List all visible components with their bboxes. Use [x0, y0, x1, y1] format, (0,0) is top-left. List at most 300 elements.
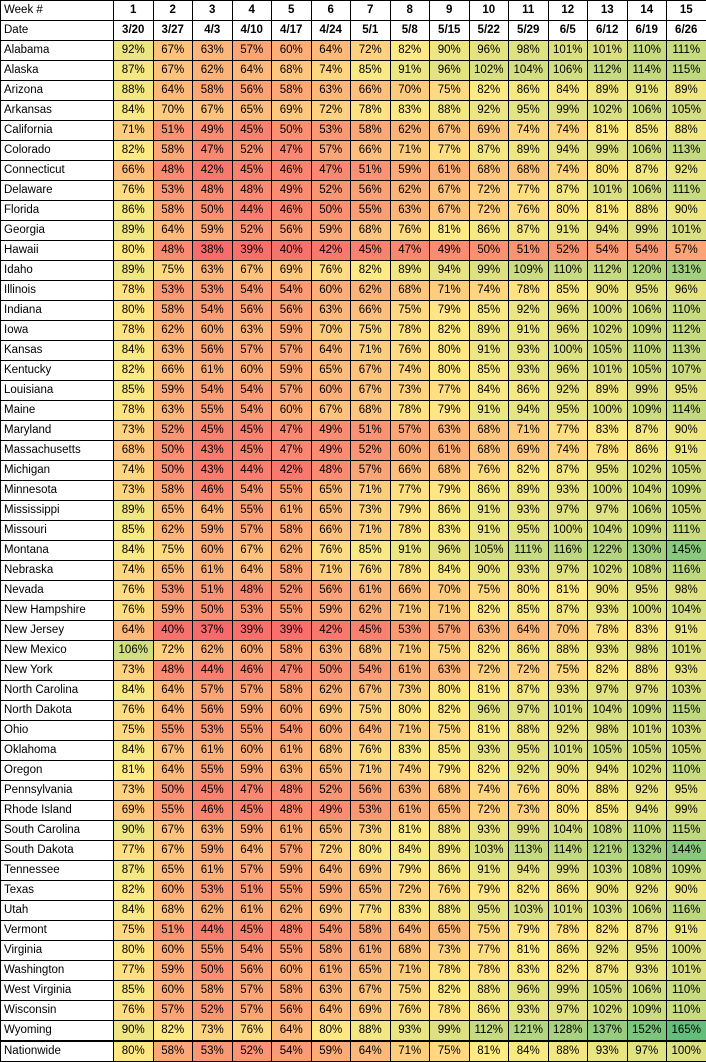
percent-cell: 54%	[627, 241, 667, 261]
percent-cell: 64%	[153, 81, 193, 101]
percent-cell: 79%	[430, 301, 470, 321]
state-name: Michigan	[1, 461, 114, 481]
percent-cell: 93%	[509, 561, 549, 581]
percent-cell: 64%	[311, 1001, 351, 1021]
percent-cell: 94%	[588, 761, 628, 781]
percent-cell: 92%	[469, 101, 509, 121]
percent-cell: 99%	[627, 221, 667, 241]
percent-cell: 67%	[351, 381, 391, 401]
percent-cell: 48%	[232, 581, 272, 601]
percent-cell: 90%	[588, 881, 628, 901]
percent-cell: 42%	[193, 161, 233, 181]
percent-cell: 78%	[351, 101, 391, 121]
percent-cell: 63%	[430, 661, 470, 681]
percent-cell: 121%	[588, 841, 628, 861]
percent-cell: 93%	[588, 601, 628, 621]
percent-cell: 99%	[548, 981, 588, 1001]
percent-cell: 78%	[114, 281, 154, 301]
state-row	[1, 861, 706, 881]
percent-cell: 51%	[232, 881, 272, 901]
percent-cell: 100%	[667, 1041, 706, 1062]
percent-cell: 64%	[114, 621, 154, 641]
percent-cell: 63%	[232, 321, 272, 341]
percent-cell: 49%	[311, 801, 351, 821]
percent-cell: 67%	[351, 361, 391, 381]
state-name: Illinois	[1, 281, 114, 301]
percent-cell: 53%	[153, 281, 193, 301]
percent-cell: 90%	[667, 201, 706, 221]
percent-cell: 63%	[153, 401, 193, 421]
percent-cell: 52%	[311, 181, 351, 201]
percent-cell: 69%	[351, 1001, 391, 1021]
percent-cell: 71%	[390, 721, 430, 741]
percent-cell: 72%	[509, 661, 549, 681]
percent-cell: 63%	[390, 781, 430, 801]
percent-cell: 91%	[548, 221, 588, 241]
percent-cell: 62%	[390, 181, 430, 201]
percent-cell: 94%	[548, 141, 588, 161]
percent-cell: 60%	[311, 381, 351, 401]
percent-cell: 72%	[390, 881, 430, 901]
state-name: Vermont	[1, 921, 114, 941]
percent-cell: 45%	[232, 921, 272, 941]
percent-cell: 97%	[588, 501, 628, 521]
percent-cell: 114%	[627, 61, 667, 81]
percent-cell: 65%	[311, 761, 351, 781]
percent-cell: 104%	[588, 701, 628, 721]
percent-cell: 57%	[232, 681, 272, 701]
percent-cell: 56%	[232, 81, 272, 101]
percent-cell: 58%	[153, 201, 193, 221]
percent-cell: 67%	[430, 181, 470, 201]
percent-cell: 92%	[588, 941, 628, 961]
percent-cell: 63%	[430, 421, 470, 441]
percent-cell: 62%	[272, 541, 312, 561]
percent-cell: 80%	[390, 701, 430, 721]
percent-cell: 44%	[193, 921, 233, 941]
percent-cell: 121%	[509, 1021, 549, 1042]
percent-cell: 45%	[193, 781, 233, 801]
percent-cell: 85%	[114, 521, 154, 541]
percent-cell: 106%	[627, 301, 667, 321]
percent-cell: 109%	[627, 521, 667, 541]
percent-cell: 45%	[232, 421, 272, 441]
percent-cell: 61%	[430, 441, 470, 461]
state-name: North Carolina	[1, 681, 114, 701]
percent-cell: 70%	[311, 321, 351, 341]
percent-cell: 82%	[509, 461, 549, 481]
percent-cell: 100%	[627, 601, 667, 621]
percent-cell: 85%	[588, 801, 628, 821]
percent-cell: 78%	[588, 621, 628, 641]
percent-cell: 81%	[469, 1041, 509, 1062]
state-name: Montana	[1, 541, 114, 561]
percent-cell: 55%	[272, 941, 312, 961]
percent-cell: 76%	[311, 541, 351, 561]
percent-cell: 96%	[469, 41, 509, 61]
percent-cell: 104%	[509, 61, 549, 81]
percent-cell: 70%	[153, 101, 193, 121]
percent-cell: 85%	[351, 61, 391, 81]
percent-cell: 64%	[193, 501, 233, 521]
percent-cell: 73%	[390, 381, 430, 401]
percent-cell: 69%	[351, 861, 391, 881]
percent-cell: 105%	[627, 741, 667, 761]
percent-cell: 60%	[232, 641, 272, 661]
week-number-cell: 11	[509, 1, 549, 21]
percent-cell: 109%	[667, 861, 706, 881]
percent-cell: 74%	[114, 561, 154, 581]
percent-cell: 86%	[509, 81, 549, 101]
state-name: Mississippi	[1, 501, 114, 521]
percent-cell: 56%	[351, 181, 391, 201]
percent-cell: 64%	[153, 761, 193, 781]
percent-cell: 59%	[390, 161, 430, 181]
percent-cell: 57%	[232, 341, 272, 361]
percent-cell: 106%	[627, 101, 667, 121]
state-row	[1, 161, 706, 181]
table-body	[1, 1, 706, 1062]
percent-cell: 79%	[430, 401, 470, 421]
percent-cell: 82%	[469, 81, 509, 101]
percent-cell: 74%	[114, 461, 154, 481]
percent-cell: 77%	[469, 941, 509, 961]
percent-cell: 58%	[153, 301, 193, 321]
percent-cell: 66%	[351, 81, 391, 101]
percent-cell: 69%	[509, 441, 549, 461]
percent-cell: 103%	[588, 901, 628, 921]
percent-cell: 61%	[430, 161, 470, 181]
percent-cell: 66%	[390, 581, 430, 601]
percent-cell: 59%	[311, 601, 351, 621]
percent-cell: 62%	[390, 121, 430, 141]
percent-cell: 82%	[469, 601, 509, 621]
state-row	[1, 81, 706, 101]
percent-cell: 60%	[311, 721, 351, 741]
percent-cell: 50%	[193, 601, 233, 621]
percent-cell: 80%	[114, 301, 154, 321]
percent-cell: 93%	[390, 1021, 430, 1042]
percent-cell: 45%	[232, 161, 272, 181]
percent-cell: 107%	[667, 361, 706, 381]
percent-cell: 95%	[469, 901, 509, 921]
percent-cell: 90%	[430, 41, 470, 61]
percent-cell: 52%	[193, 1001, 233, 1021]
percent-cell: 68%	[430, 461, 470, 481]
percent-cell: 67%	[351, 981, 391, 1001]
percent-cell: 48%	[232, 181, 272, 201]
percent-cell: 103%	[469, 841, 509, 861]
percent-cell: 54%	[232, 401, 272, 421]
percent-cell: 96%	[548, 361, 588, 381]
percent-cell: 61%	[193, 361, 233, 381]
percent-cell: 71%	[351, 481, 391, 501]
state-row	[1, 761, 706, 781]
percent-cell: 63%	[469, 621, 509, 641]
percent-cell: 115%	[667, 701, 706, 721]
percent-cell: 60%	[153, 941, 193, 961]
percent-cell: 58%	[153, 1041, 193, 1062]
state-row	[1, 421, 706, 441]
percent-cell: 50%	[153, 441, 193, 461]
percent-cell: 48%	[272, 781, 312, 801]
percent-cell: 82%	[509, 881, 549, 901]
state-name: New Jersey	[1, 621, 114, 641]
percent-cell: 49%	[272, 181, 312, 201]
percent-cell: 83%	[509, 961, 549, 981]
percent-cell: 53%	[193, 1041, 233, 1062]
percent-cell: 46%	[272, 161, 312, 181]
percent-cell: 89%	[430, 841, 470, 861]
percent-cell: 93%	[469, 741, 509, 761]
percent-cell: 87%	[114, 61, 154, 81]
state-name: West Virginia	[1, 981, 114, 1001]
state-row	[1, 441, 706, 461]
percent-cell: 104%	[588, 521, 628, 541]
percent-cell: 67%	[430, 121, 470, 141]
percent-cell: 70%	[548, 621, 588, 641]
percent-cell: 56%	[193, 341, 233, 361]
percent-cell: 47%	[272, 141, 312, 161]
percent-cell: 86%	[509, 641, 549, 661]
percent-cell: 64%	[232, 561, 272, 581]
state-row	[1, 901, 706, 921]
percent-cell: 145%	[667, 541, 706, 561]
percent-cell: 99%	[509, 821, 549, 841]
percent-cell: 87%	[509, 221, 549, 241]
percent-cell: 51%	[153, 121, 193, 141]
percent-cell: 91%	[667, 441, 706, 461]
percent-cell: 115%	[667, 61, 706, 81]
percent-cell: 73%	[509, 801, 549, 821]
percent-cell: 91%	[627, 81, 667, 101]
percent-cell: 89%	[588, 81, 628, 101]
percent-cell: 105%	[588, 341, 628, 361]
percent-cell: 91%	[469, 501, 509, 521]
percent-cell: 52%	[351, 441, 391, 461]
percent-cell: 39%	[232, 621, 272, 641]
percent-cell: 47%	[272, 421, 312, 441]
percent-cell: 58%	[272, 981, 312, 1001]
percent-cell: 50%	[153, 461, 193, 481]
percent-cell: 50%	[272, 121, 312, 141]
percent-cell: 99%	[548, 861, 588, 881]
state-row	[1, 501, 706, 521]
percent-cell: 57%	[232, 861, 272, 881]
percent-cell: 57%	[232, 521, 272, 541]
percent-cell: 82%	[588, 921, 628, 941]
percent-cell: 68%	[509, 161, 549, 181]
percent-cell: 78%	[390, 321, 430, 341]
percent-cell: 76%	[509, 781, 549, 801]
percent-cell: 115%	[667, 821, 706, 841]
percent-cell: 110%	[667, 981, 706, 1001]
percent-cell: 76%	[114, 1001, 154, 1021]
percent-cell: 64%	[232, 61, 272, 81]
percent-cell: 55%	[193, 401, 233, 421]
percent-cell: 88%	[548, 1041, 588, 1062]
percent-cell: 99%	[667, 801, 706, 821]
state-row	[1, 601, 706, 621]
state-name: Utah	[1, 901, 114, 921]
percent-cell: 75%	[114, 921, 154, 941]
week-header-row	[1, 1, 706, 21]
percent-cell: 97%	[627, 681, 667, 701]
percent-cell: 59%	[153, 381, 193, 401]
state-row	[1, 721, 706, 741]
percent-cell: 96%	[430, 61, 470, 81]
percent-cell: 59%	[232, 701, 272, 721]
percent-cell: 71%	[351, 341, 391, 361]
percent-cell: 95%	[627, 941, 667, 961]
percent-cell: 93%	[509, 1001, 549, 1021]
percent-cell: 91%	[509, 321, 549, 341]
state-name: Washington	[1, 961, 114, 981]
percent-cell: 67%	[232, 541, 272, 561]
percent-cell: 60%	[153, 981, 193, 1001]
percent-cell: 86%	[469, 481, 509, 501]
percent-cell: 85%	[430, 741, 470, 761]
percent-cell: 46%	[232, 661, 272, 681]
percent-cell: 65%	[351, 881, 391, 901]
state-name: Pennsylvania	[1, 781, 114, 801]
percent-cell: 89%	[114, 221, 154, 241]
state-name: Georgia	[1, 221, 114, 241]
percent-cell: 91%	[667, 621, 706, 641]
percent-cell: 75%	[390, 981, 430, 1001]
percent-cell: 89%	[390, 261, 430, 281]
percent-cell: 68%	[311, 741, 351, 761]
percent-cell: 80%	[114, 241, 154, 261]
percent-cell: 60%	[311, 281, 351, 301]
percent-cell: 61%	[272, 821, 312, 841]
percent-cell: 89%	[509, 481, 549, 501]
percent-cell: 58%	[153, 481, 193, 501]
percent-cell: 75%	[430, 641, 470, 661]
percent-cell: 72%	[469, 201, 509, 221]
percent-cell: 88%	[627, 661, 667, 681]
percent-cell: 91%	[469, 401, 509, 421]
date-header-row	[1, 21, 706, 41]
state-name: New Hampshire	[1, 601, 114, 621]
percent-cell: 104%	[548, 821, 588, 841]
percent-cell: 96%	[667, 281, 706, 301]
percent-cell: 61%	[272, 501, 312, 521]
percent-cell: 101%	[627, 721, 667, 741]
state-name: Connecticut	[1, 161, 114, 181]
percent-cell: 67%	[193, 101, 233, 121]
percent-cell: 45%	[351, 621, 391, 641]
percent-cell: 87%	[469, 141, 509, 161]
percent-cell: 93%	[588, 641, 628, 661]
state-row	[1, 941, 706, 961]
percent-cell: 64%	[153, 681, 193, 701]
percent-cell: 87%	[627, 921, 667, 941]
percent-cell: 71%	[351, 521, 391, 541]
percent-cell: 152%	[627, 1021, 667, 1042]
percent-cell: 77%	[114, 841, 154, 861]
percent-cell: 58%	[272, 561, 312, 581]
percent-cell: 70%	[390, 81, 430, 101]
percent-cell: 59%	[311, 881, 351, 901]
percent-cell: 80%	[430, 681, 470, 701]
percent-cell: 93%	[509, 361, 549, 381]
percent-cell: 69%	[114, 801, 154, 821]
percent-cell: 93%	[588, 1041, 628, 1062]
percent-cell: 40%	[272, 241, 312, 261]
percent-cell: 63%	[193, 821, 233, 841]
state-row	[1, 201, 706, 221]
state-name: Colorado	[1, 141, 114, 161]
date-cell: 5/29	[509, 21, 549, 41]
percent-cell: 71%	[311, 561, 351, 581]
percent-cell: 56%	[272, 221, 312, 241]
percent-cell: 73%	[114, 781, 154, 801]
percent-cell: 62%	[193, 901, 233, 921]
percent-cell: 88%	[430, 101, 470, 121]
percent-cell: 62%	[193, 61, 233, 81]
state-row	[1, 641, 706, 661]
percent-cell: 65%	[232, 101, 272, 121]
percent-cell: 91%	[469, 341, 509, 361]
percent-cell: 62%	[272, 901, 312, 921]
percent-cell: 101%	[548, 901, 588, 921]
percent-cell: 56%	[311, 581, 351, 601]
percent-cell: 106%	[627, 501, 667, 521]
percent-cell: 67%	[232, 261, 272, 281]
week-label: Week #	[1, 1, 114, 21]
state-name: Maryland	[1, 421, 114, 441]
date-cell: 4/17	[272, 21, 312, 41]
percent-cell: 64%	[272, 1021, 312, 1042]
percent-cell: 112%	[667, 321, 706, 341]
percent-cell: 78%	[390, 561, 430, 581]
percent-cell: 108%	[627, 861, 667, 881]
percent-cell: 128%	[548, 1021, 588, 1042]
percent-cell: 55%	[193, 761, 233, 781]
week-number-cell: 15	[667, 1, 706, 21]
percent-cell: 68%	[390, 941, 430, 961]
percent-cell: 86%	[548, 881, 588, 901]
state-row	[1, 781, 706, 801]
percent-cell: 99%	[588, 141, 628, 161]
percent-cell: 61%	[193, 561, 233, 581]
percent-cell: 122%	[588, 541, 628, 561]
state-name: Rhode Island	[1, 801, 114, 821]
percent-cell: 101%	[667, 961, 706, 981]
percent-cell: 83%	[588, 421, 628, 441]
percent-cell: 63%	[153, 341, 193, 361]
percent-cell: 48%	[272, 801, 312, 821]
percent-cell: 57%	[430, 621, 470, 641]
percent-cell: 96%	[509, 981, 549, 1001]
percent-cell: 100%	[588, 301, 628, 321]
percent-cell: 80%	[548, 801, 588, 821]
percent-cell: 105%	[588, 741, 628, 761]
percent-cell: 72%	[469, 801, 509, 821]
percent-cell: 76%	[351, 741, 391, 761]
state-name: Oregon	[1, 761, 114, 781]
percent-cell: 57%	[153, 1001, 193, 1021]
percent-cell: 79%	[469, 881, 509, 901]
percent-cell: 89%	[469, 321, 509, 341]
date-cell: 4/10	[232, 21, 272, 41]
percent-cell: 66%	[153, 361, 193, 381]
week-number-cell: 9	[430, 1, 470, 21]
state-name: Oklahoma	[1, 741, 114, 761]
week-number-cell: 8	[390, 1, 430, 21]
percent-cell: 76%	[390, 221, 430, 241]
